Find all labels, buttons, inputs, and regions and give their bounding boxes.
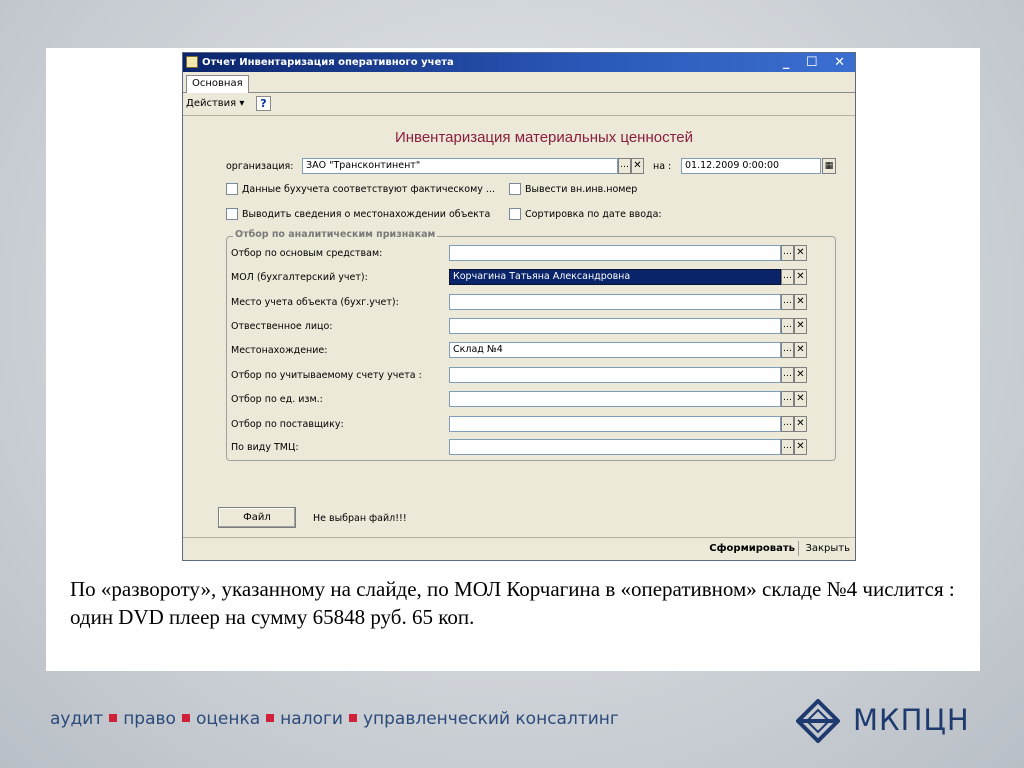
bullet-icon — [349, 714, 357, 722]
generate-button[interactable]: Сформировать — [709, 543, 795, 554]
filter-fixed-assets-clear-icon[interactable]: ✕ — [794, 245, 807, 261]
filter-supplier-clear-icon[interactable]: ✕ — [794, 416, 807, 432]
window-titlebar[interactable] — [183, 53, 855, 72]
bullet-icon — [266, 714, 274, 722]
filter-mol-label: МОЛ (бухгалтерский учет): — [231, 272, 368, 283]
filter-unit-clear-icon[interactable]: ✕ — [794, 391, 807, 407]
filter-unit-label: Отбор по ед. изм.: — [231, 394, 323, 405]
filter-account-input[interactable] — [449, 367, 781, 383]
organization-input[interactable]: ЗАО "Трансконтинент" — [302, 158, 618, 174]
caption-line-1: По «развороту», указанному на слайде, по МОЛ Корчагина в «оперативном» складе №4 числится : — [70, 577, 955, 601]
filter-accounting-place-input[interactable] — [449, 294, 781, 310]
filter-account-label: Отбор по учитываемому счету учета : — [231, 370, 422, 381]
bullet-icon — [182, 714, 190, 722]
report-window — [182, 52, 856, 561]
footer-tag-valuation: оценка — [195, 709, 261, 729]
footer-tagline — [50, 709, 619, 729]
filter-unit-select-button[interactable]: … — [781, 391, 794, 407]
filter-fixed-assets-input[interactable] — [449, 245, 781, 261]
report-icon — [186, 56, 198, 68]
filter-fixed-assets-label: Отбор по основым средствам: — [231, 248, 383, 259]
date-label: на : — [653, 161, 672, 172]
filter-location-input[interactable]: Склад №4 — [449, 342, 781, 358]
button-divider — [798, 541, 799, 556]
checkbox-sort-by-date-label: Сортировка по дате ввода: — [525, 209, 662, 220]
filter-accounting-place-clear-icon[interactable]: ✕ — [794, 294, 807, 310]
filter-responsible-clear-icon[interactable]: ✕ — [794, 318, 807, 334]
filter-responsible-input[interactable] — [449, 318, 781, 334]
footer-tag-law: право — [123, 709, 176, 729]
form-title: Инвентаризация материальных ценностей — [394, 129, 694, 146]
filter-accounting-place-select-button[interactable]: … — [781, 294, 794, 310]
filter-supplier-select-button[interactable]: … — [781, 416, 794, 432]
filter-location-clear-icon[interactable]: ✕ — [794, 342, 807, 358]
filter-supplier-label: Отбор по поставщику: — [231, 419, 344, 430]
footer-tag-taxes: налоги — [280, 709, 343, 729]
file-status: Не выбран файл!!! — [313, 513, 407, 524]
filter-accounting-place-label: Место учета объекта (бухг.учет): — [231, 297, 399, 308]
footer-tag-audit: аудит — [50, 709, 104, 729]
filter-tmc-type-label: По виду ТМЦ: — [231, 442, 299, 453]
checkbox-accounting-matches-label: Данные бухучета соответствуют фактическому ... — [242, 184, 495, 195]
bottom-bar — [183, 537, 855, 560]
checkbox-show-inv-number[interactable] — [509, 183, 521, 195]
filter-responsible-select-button[interactable]: … — [781, 318, 794, 334]
filter-tmc-type-select-button[interactable]: … — [781, 439, 794, 455]
company-logo-icon — [796, 699, 840, 743]
calendar-icon[interactable]: ▦ — [822, 158, 836, 174]
filter-tmc-type-clear-icon[interactable]: ✕ — [794, 439, 807, 455]
organization-label: организация: — [226, 161, 294, 172]
organization-select-button[interactable]: … — [618, 158, 631, 174]
checkbox-sort-by-date[interactable] — [509, 208, 521, 220]
filter-location-label: Местонахождение: — [231, 345, 328, 356]
filter-location-select-button[interactable]: … — [781, 342, 794, 358]
window-controls[interactable]: _ ☐ ✕ — [782, 55, 851, 70]
close-button[interactable]: Закрыть — [805, 543, 850, 554]
date-input[interactable]: 01.12.2009 0:00:00 — [681, 158, 821, 174]
filter-mol-input[interactable]: Корчагина Татьяна Александровна — [449, 269, 781, 285]
file-button[interactable]: Файл — [218, 507, 296, 528]
tab-bar — [183, 72, 855, 93]
checkbox-show-inv-number-label: Вывести вн.инв.номер — [525, 184, 638, 195]
filter-mol-select-button[interactable]: … — [781, 269, 794, 285]
filter-account-clear-icon[interactable]: ✕ — [794, 367, 807, 383]
slide-caption — [70, 575, 970, 631]
footer-tag-consulting: управленческий консалтинг — [362, 709, 619, 729]
filter-account-select-button[interactable]: … — [781, 367, 794, 383]
actions-menu[interactable]: Действия ▾ — [186, 98, 245, 109]
checkbox-show-location-label: Выводить сведения о местонахождении объекта — [242, 209, 491, 220]
company-logo-text: МКПЦН — [853, 703, 970, 737]
help-icon[interactable]: ? — [256, 96, 271, 111]
filter-fixed-assets-select-button[interactable]: … — [781, 245, 794, 261]
bullet-icon — [109, 714, 117, 722]
checkbox-show-location[interactable] — [226, 208, 238, 220]
caption-line-2: один DVD плеер на сумму 65848 руб. 65 коп. — [70, 605, 475, 629]
filter-unit-input[interactable] — [449, 391, 781, 407]
tab-main[interactable]: Основная — [186, 75, 249, 93]
filter-tmc-type-input[interactable] — [449, 439, 781, 455]
toolbar — [183, 93, 855, 116]
organization-clear-icon[interactable]: ✕ — [631, 158, 644, 174]
window-title: Отчет Инвентаризация оперативного учета — [202, 57, 454, 68]
checkbox-accounting-matches[interactable] — [226, 183, 238, 195]
filter-responsible-label: Отвественное лицо: — [231, 321, 333, 332]
analytics-filter-group-title: Отбор по аналитическим признакам — [235, 229, 436, 240]
filter-supplier-input[interactable] — [449, 416, 781, 432]
filter-mol-clear-icon[interactable]: ✕ — [794, 269, 807, 285]
